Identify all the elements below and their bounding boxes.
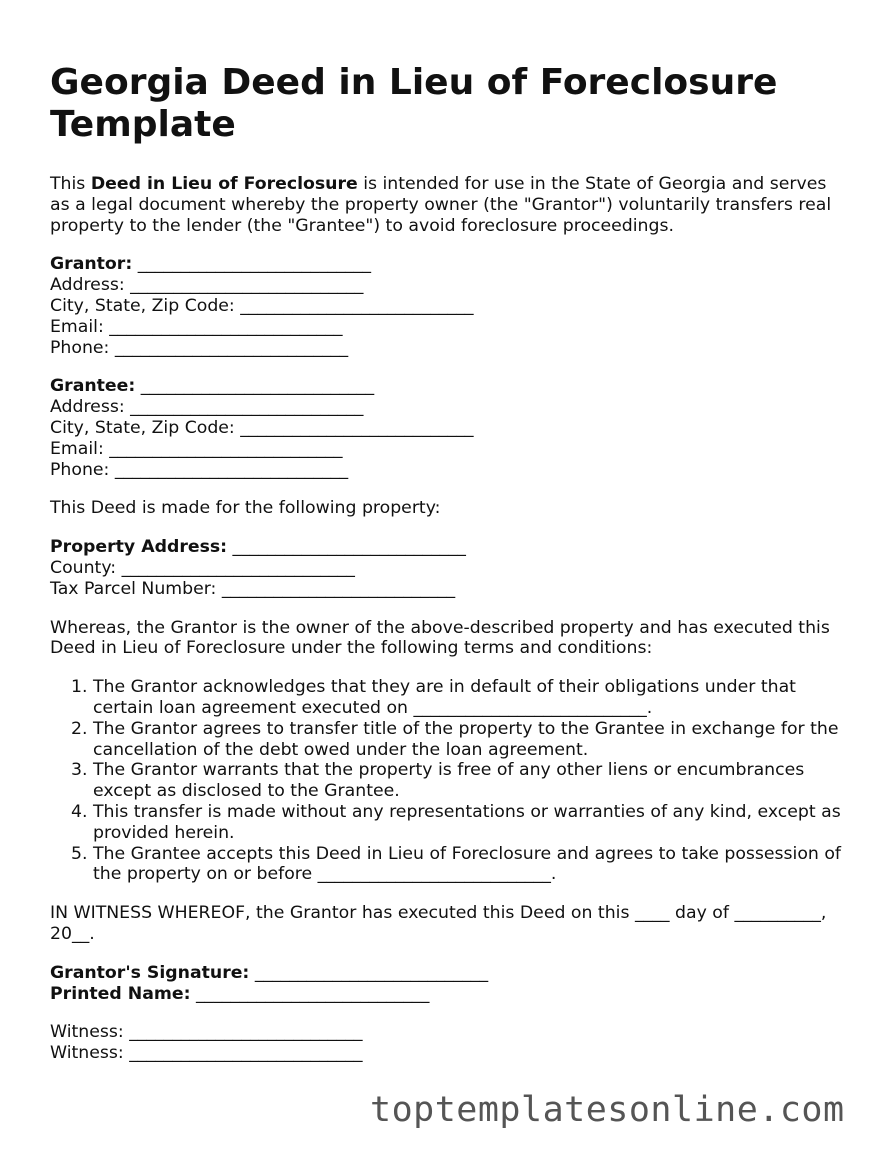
grantor-section: [50, 254, 850, 358]
tax-parcel-line: Tax Parcel Number: ___________________________: [50, 578, 456, 599]
grantee-city-line: City, State, Zip Code: ___________________________: [50, 417, 474, 438]
grantor-email-line: Email: ___________________________: [50, 316, 343, 337]
grantor-city-line: City, State, Zip Code: ___________________________: [50, 295, 474, 316]
intro-paragraph: [50, 174, 850, 236]
page-title: Georgia Deed in Lieu of Foreclosure Template: [50, 62, 778, 145]
property-intro: This Deed is made for the following property:: [50, 498, 441, 519]
watermark-text: toptemplatesonline.com: [370, 1090, 845, 1130]
term-item: 5. The Grantee accepts this Deed in Lieu of Foreclosure and agrees to take possession of the property on or before ___________________________.: [93, 844, 850, 886]
grantee-phone-line: Phone: ___________________________: [50, 459, 349, 480]
document-page: [50, 62, 850, 1064]
property-address-label: Property Address:: [50, 537, 228, 558]
grantor-signature-label: Grantor's Signature:: [50, 962, 250, 983]
printed-name-label: Printed Name:: [50, 983, 191, 1004]
terms-list: [50, 677, 850, 885]
term-item: 2. The Grantor agrees to transfer title of the property to the Grantee in exchange for the cancellation of the debt owed under the loan agreement.: [93, 719, 850, 761]
intro-pre: This: [50, 174, 91, 194]
whereas-paragraph: Whereas, the Grantor is the owner of the above-described property and has executed this Deed in Lieu of Foreclosure under the following terms and conditions:: [50, 617, 830, 659]
grantee-address-line: Address: ___________________________: [50, 397, 364, 418]
signature-section: [50, 963, 850, 1005]
printed-name-line: [50, 984, 850, 1005]
witness-line: Witness: ___________________________: [50, 1022, 363, 1043]
grantor-signature-line: [50, 963, 850, 984]
grantee-email-line: Email: ___________________________: [50, 438, 343, 459]
intro-bold: Deed in Lieu of Foreclosure: [90, 174, 358, 194]
grantor-blank: ___________________________: [132, 254, 372, 275]
term-item: 3. The Grantor warrants that the property is free of any other liens or encumbrances except as disclosed to the Grantee.: [93, 760, 850, 802]
witness-statement: IN WITNESS WHEREOF, the Grantor has executed this Deed on this ____ day of __________, 20__.: [50, 903, 827, 944]
property-address-blank: ___________________________: [227, 537, 466, 558]
grantor-label: Grantor:: [50, 254, 133, 275]
grantor-name-line: [50, 254, 850, 275]
witness-section: [50, 1022, 850, 1064]
printed-name-blank: ___________________________: [190, 983, 430, 1004]
grantee-section: [50, 376, 850, 480]
county-line: County: ___________________________: [50, 557, 355, 578]
term-item: 4. This transfer is made without any representations or warranties of any kind, except as provided herein.: [93, 802, 850, 844]
grantor-phone-line: Phone: ___________________________: [50, 337, 349, 358]
term-item: 1. The Grantor acknowledges that they are in default of their obligations under that certain loan agreement executed on ___________________________.: [93, 677, 850, 719]
intro-post: is intended for use in the State of Georgia and serves as a legal document whereby the property owner (the "Grantor") voluntarily transfers real property to the lender (the "Grantee") to avoid foreclosure proceedings.: [50, 174, 832, 236]
property-address-line: [50, 537, 850, 558]
grantee-name-line: [50, 376, 850, 397]
property-section: [50, 537, 850, 599]
grantee-label: Grantee:: [50, 376, 136, 397]
witness-line: Witness: ___________________________: [50, 1043, 363, 1064]
grantee-blank: ___________________________: [135, 376, 375, 397]
grantor-address-line: Address: ___________________________: [50, 275, 364, 296]
grantor-signature-blank: ___________________________: [249, 962, 489, 983]
